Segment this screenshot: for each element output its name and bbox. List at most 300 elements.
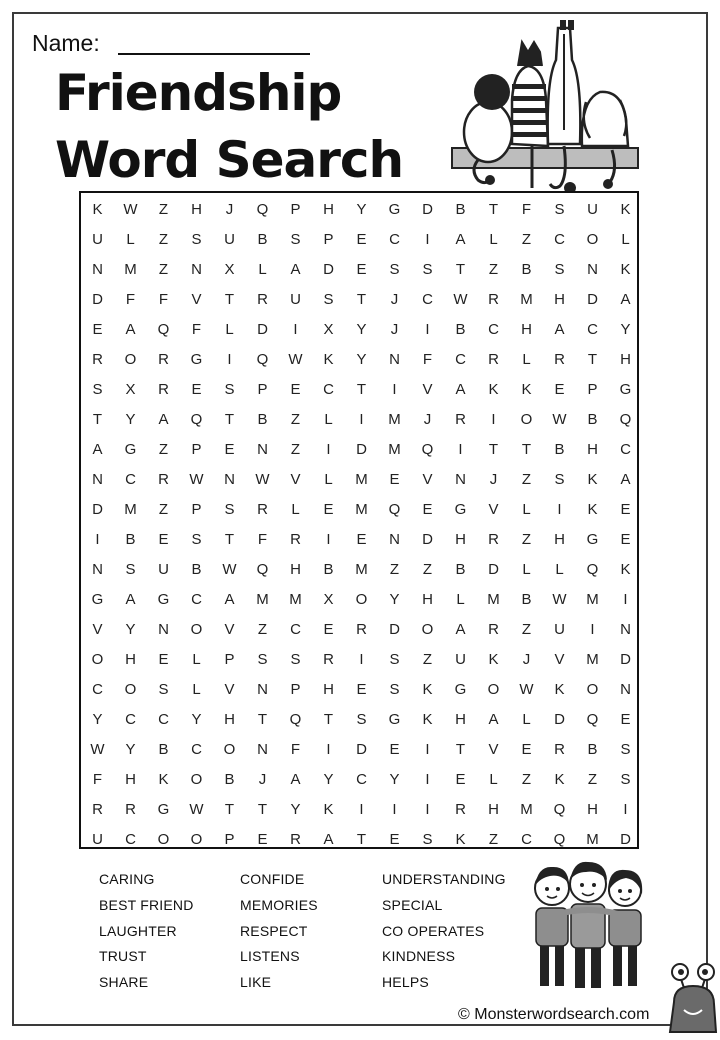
grid-letter[interactable]: G xyxy=(91,591,104,608)
grid-letter[interactable]: O xyxy=(124,681,137,698)
grid-letter[interactable]: S xyxy=(389,681,400,698)
grid-letter[interactable]: F xyxy=(257,531,268,548)
grid-letter[interactable]: I xyxy=(623,801,628,818)
grid-letter[interactable]: K xyxy=(92,201,103,218)
grid-letter[interactable]: Q xyxy=(553,831,566,848)
grid-letter[interactable]: Q xyxy=(619,411,632,428)
grid-letter[interactable]: Z xyxy=(521,621,532,638)
grid-letter[interactable]: O xyxy=(190,621,203,638)
grid-letter[interactable]: E xyxy=(620,531,631,548)
grid-letter[interactable]: S xyxy=(422,831,433,848)
grid-letter[interactable]: C xyxy=(422,291,433,308)
grid-letter[interactable]: Q xyxy=(586,711,599,728)
grid-letter[interactable]: B xyxy=(125,531,136,548)
grid-letter[interactable]: S xyxy=(554,261,565,278)
grid-letter[interactable]: M xyxy=(586,591,599,608)
grid-letter[interactable]: K xyxy=(554,771,565,788)
grid-letter[interactable]: T xyxy=(92,411,103,428)
grid-letter[interactable]: D xyxy=(422,201,433,218)
grid-letter[interactable]: K xyxy=(620,561,631,578)
grid-letter[interactable]: K xyxy=(455,831,466,848)
grid-letter[interactable]: R xyxy=(290,531,301,548)
grid-letter[interactable]: C xyxy=(389,231,400,248)
grid-letter[interactable]: H xyxy=(455,531,466,548)
grid-letter[interactable]: O xyxy=(586,231,599,248)
grid-letter[interactable]: P xyxy=(224,651,235,668)
grid-letter[interactable]: Z xyxy=(158,261,169,278)
grid-letter[interactable]: S xyxy=(356,711,367,728)
grid-letter[interactable]: I xyxy=(425,231,430,248)
grid-letter[interactable]: A xyxy=(620,471,631,488)
grid-letter[interactable]: N xyxy=(257,741,268,758)
grid-letter[interactable]: M xyxy=(355,501,368,518)
grid-letter[interactable]: O xyxy=(124,351,137,368)
grid-letter[interactable]: M xyxy=(388,411,401,428)
grid-letter[interactable]: U xyxy=(290,291,301,308)
grid-letter[interactable]: O xyxy=(190,831,203,848)
grid-letter[interactable]: K xyxy=(587,501,598,518)
grid-letter[interactable]: S xyxy=(290,231,301,248)
grid-letter[interactable]: K xyxy=(554,681,565,698)
grid-letter[interactable]: N xyxy=(389,351,400,368)
grid-letter[interactable]: M xyxy=(124,501,137,518)
grid-letter[interactable]: E xyxy=(356,231,367,248)
grid-letter[interactable]: N xyxy=(389,531,400,548)
grid-letter[interactable]: G xyxy=(157,801,170,818)
grid-letter[interactable]: A xyxy=(125,591,136,608)
grid-letter[interactable]: H xyxy=(323,201,334,218)
grid-letter[interactable]: M xyxy=(520,291,533,308)
grid-letter[interactable]: H xyxy=(488,801,499,818)
grid-letter[interactable]: E xyxy=(356,681,367,698)
grid-letter[interactable]: E xyxy=(455,771,466,788)
grid-letter[interactable]: Z xyxy=(158,201,169,218)
grid-letter[interactable]: S xyxy=(125,561,136,578)
grid-letter[interactable]: M xyxy=(289,591,302,608)
grid-letter[interactable]: H xyxy=(587,441,598,458)
grid-letter[interactable]: T xyxy=(521,441,532,458)
grid-letter[interactable]: R xyxy=(488,531,499,548)
grid-letter[interactable]: N xyxy=(257,681,268,698)
grid-letter[interactable]: F xyxy=(422,351,433,368)
grid-letter[interactable]: C xyxy=(521,831,532,848)
grid-letter[interactable]: R xyxy=(488,351,499,368)
grid-letter[interactable]: B xyxy=(455,201,466,218)
grid-letter[interactable]: U xyxy=(587,201,598,218)
grid-letter[interactable]: S xyxy=(389,651,400,668)
grid-letter[interactable]: D xyxy=(389,621,400,638)
grid-letter[interactable]: B xyxy=(587,741,598,758)
grid-letter[interactable]: T xyxy=(323,711,334,728)
grid-letter[interactable]: I xyxy=(227,351,232,368)
grid-letter[interactable]: O xyxy=(190,771,203,788)
grid-letter[interactable]: S xyxy=(92,381,103,398)
grid-letter[interactable]: H xyxy=(191,201,202,218)
grid-letter[interactable]: Z xyxy=(422,561,433,578)
grid-letter[interactable]: E xyxy=(257,831,268,848)
grid-letter[interactable]: T xyxy=(224,801,235,818)
grid-letter[interactable]: C xyxy=(455,351,466,368)
grid-letter[interactable]: F xyxy=(290,741,301,758)
grid-letter[interactable]: L xyxy=(489,771,498,788)
grid-letter[interactable]: E xyxy=(620,711,631,728)
grid-letter[interactable]: E xyxy=(158,531,169,548)
grid-letter[interactable]: R xyxy=(356,621,367,638)
grid-letter[interactable]: R xyxy=(488,291,499,308)
grid-letter[interactable]: C xyxy=(191,741,202,758)
grid-letter[interactable]: H xyxy=(224,711,235,728)
grid-letter[interactable]: L xyxy=(225,321,234,338)
grid-letter[interactable]: I xyxy=(557,501,562,518)
grid-letter[interactable]: S xyxy=(554,201,565,218)
grid-letter[interactable]: T xyxy=(356,381,367,398)
grid-letter[interactable]: Q xyxy=(553,801,566,818)
grid-letter[interactable]: M xyxy=(586,651,599,668)
grid-letter[interactable]: Z xyxy=(587,771,598,788)
grid-letter[interactable]: I xyxy=(326,531,331,548)
grid-letter[interactable]: Q xyxy=(157,321,170,338)
grid-letter[interactable]: Y xyxy=(125,741,136,758)
grid-letter[interactable]: R xyxy=(554,741,565,758)
grid-letter[interactable]: A xyxy=(554,321,565,338)
grid-letter[interactable]: A xyxy=(488,711,499,728)
grid-letter[interactable]: J xyxy=(489,471,498,488)
name-field-line[interactable] xyxy=(118,53,310,55)
grid-letter[interactable]: Z xyxy=(422,651,433,668)
grid-letter[interactable]: N xyxy=(620,681,631,698)
grid-letter[interactable]: N xyxy=(224,471,235,488)
grid-letter[interactable]: O xyxy=(91,651,104,668)
grid-letter[interactable]: O xyxy=(520,411,533,428)
grid-letter[interactable]: E xyxy=(422,501,433,518)
grid-letter[interactable]: W xyxy=(453,291,468,308)
grid-letter[interactable]: L xyxy=(324,471,333,488)
grid-letter[interactable]: K xyxy=(488,381,499,398)
grid-letter[interactable]: S xyxy=(389,261,400,278)
grid-letter[interactable]: P xyxy=(257,381,268,398)
grid-letter[interactable]: T xyxy=(257,801,268,818)
grid-letter[interactable]: I xyxy=(425,321,430,338)
grid-letter[interactable]: S xyxy=(257,651,268,668)
grid-letter[interactable]: N xyxy=(92,471,103,488)
grid-letter[interactable]: Y xyxy=(356,351,367,368)
grid-letter[interactable]: I xyxy=(392,381,397,398)
grid-letter[interactable]: G xyxy=(388,711,401,728)
grid-letter[interactable]: S xyxy=(224,501,235,518)
grid-letter[interactable]: T xyxy=(455,261,466,278)
grid-letter[interactable]: M xyxy=(355,561,368,578)
grid-letter[interactable]: R xyxy=(92,801,103,818)
grid-letter[interactable]: Z xyxy=(389,561,400,578)
grid-letter[interactable]: D xyxy=(620,831,631,848)
grid-letter[interactable]: Q xyxy=(388,501,401,518)
grid-letter[interactable]: Z xyxy=(488,831,499,848)
grid-letter[interactable]: B xyxy=(521,261,532,278)
grid-letter[interactable]: U xyxy=(92,831,103,848)
grid-letter[interactable]: A xyxy=(224,591,235,608)
grid-letter[interactable]: N xyxy=(257,441,268,458)
grid-letter[interactable]: L xyxy=(324,411,333,428)
grid-letter[interactable]: N xyxy=(191,261,202,278)
grid-letter[interactable]: C xyxy=(125,711,136,728)
grid-letter[interactable]: T xyxy=(224,531,235,548)
grid-letter[interactable]: L xyxy=(522,561,531,578)
grid-letter[interactable]: B xyxy=(224,771,235,788)
grid-letter[interactable]: C xyxy=(290,621,301,638)
grid-letter[interactable]: Q xyxy=(421,441,434,458)
grid-letter[interactable]: G xyxy=(190,351,203,368)
grid-letter[interactable]: M xyxy=(487,591,500,608)
grid-letter[interactable]: A xyxy=(158,411,169,428)
grid-letter[interactable]: D xyxy=(488,561,499,578)
grid-letter[interactable]: S xyxy=(323,291,334,308)
grid-letter[interactable]: S xyxy=(554,471,565,488)
grid-letter[interactable]: R xyxy=(92,351,103,368)
grid-letter[interactable]: V xyxy=(290,471,301,488)
grid-letter[interactable]: C xyxy=(356,771,367,788)
grid-letter[interactable]: V xyxy=(224,681,235,698)
grid-letter[interactable]: L xyxy=(126,231,135,248)
grid-letter[interactable]: Z xyxy=(521,531,532,548)
grid-letter[interactable]: C xyxy=(554,231,565,248)
grid-letter[interactable]: P xyxy=(224,831,235,848)
grid-letter[interactable]: E xyxy=(356,531,367,548)
grid-letter[interactable]: K xyxy=(422,681,433,698)
grid-letter[interactable]: M xyxy=(388,441,401,458)
grid-letter[interactable]: P xyxy=(290,681,301,698)
grid-letter[interactable]: H xyxy=(125,651,136,668)
grid-letter[interactable]: S xyxy=(158,681,169,698)
grid-letter[interactable]: S xyxy=(191,531,202,548)
grid-letter[interactable]: W xyxy=(123,201,138,218)
grid-letter[interactable]: M xyxy=(124,261,137,278)
grid-letter[interactable]: A xyxy=(455,231,466,248)
grid-letter[interactable]: R xyxy=(257,501,268,518)
grid-letter[interactable]: K xyxy=(620,201,631,218)
grid-letter[interactable]: H xyxy=(422,591,433,608)
grid-letter[interactable]: X xyxy=(323,321,334,338)
grid-letter[interactable]: A xyxy=(455,381,466,398)
grid-letter[interactable]: D xyxy=(356,741,367,758)
grid-letter[interactable]: H xyxy=(125,771,136,788)
grid-letter[interactable]: I xyxy=(326,441,331,458)
grid-letter[interactable]: S xyxy=(290,651,301,668)
grid-letter[interactable]: D xyxy=(422,531,433,548)
grid-letter[interactable]: D xyxy=(620,651,631,668)
grid-letter[interactable]: V xyxy=(224,621,235,638)
grid-letter[interactable]: P xyxy=(290,201,301,218)
grid-letter[interactable]: W xyxy=(222,561,237,578)
grid-letter[interactable]: B xyxy=(257,231,268,248)
grid-letter[interactable]: R xyxy=(158,381,169,398)
grid-letter[interactable]: G xyxy=(454,501,467,518)
grid-letter[interactable]: L xyxy=(291,501,300,518)
grid-letter[interactable]: B xyxy=(521,591,532,608)
grid-letter[interactable]: J xyxy=(390,321,399,338)
grid-letter[interactable]: E xyxy=(554,381,565,398)
grid-letter[interactable]: J xyxy=(522,651,531,668)
grid-letter[interactable]: C xyxy=(158,711,169,728)
grid-letter[interactable]: Y xyxy=(389,591,400,608)
grid-letter[interactable]: L xyxy=(555,561,564,578)
grid-letter[interactable]: M xyxy=(256,591,269,608)
grid-letter[interactable]: Z xyxy=(257,621,268,638)
grid-letter[interactable]: C xyxy=(620,441,631,458)
grid-letter[interactable]: N xyxy=(158,621,169,638)
grid-letter[interactable]: H xyxy=(554,291,565,308)
grid-letter[interactable]: V xyxy=(488,501,499,518)
grid-letter[interactable]: Q xyxy=(256,351,269,368)
grid-letter[interactable]: O xyxy=(421,621,434,638)
grid-letter[interactable]: U xyxy=(92,231,103,248)
grid-letter[interactable]: O xyxy=(487,681,500,698)
grid-letter[interactable]: L xyxy=(192,681,201,698)
grid-letter[interactable]: R xyxy=(290,831,301,848)
grid-letter[interactable]: R xyxy=(323,651,334,668)
grid-letter[interactable]: K xyxy=(620,261,631,278)
grid-letter[interactable]: B xyxy=(158,741,169,758)
grid-letter[interactable]: Z xyxy=(488,261,499,278)
grid-letter[interactable]: Q xyxy=(289,711,302,728)
grid-letter[interactable]: Y xyxy=(125,411,136,428)
grid-letter[interactable]: J xyxy=(258,771,267,788)
grid-letter[interactable]: E xyxy=(92,321,103,338)
grid-letter[interactable]: N xyxy=(587,261,598,278)
grid-letter[interactable]: W xyxy=(552,591,567,608)
grid-letter[interactable]: H xyxy=(323,681,334,698)
grid-letter[interactable]: J xyxy=(423,411,432,428)
grid-letter[interactable]: X xyxy=(224,261,235,278)
grid-letter[interactable]: I xyxy=(425,771,430,788)
grid-letter[interactable]: I xyxy=(359,411,364,428)
grid-letter[interactable]: S xyxy=(422,261,433,278)
grid-letter[interactable]: C xyxy=(488,321,499,338)
grid-letter[interactable]: T xyxy=(488,441,499,458)
grid-letter[interactable]: Y xyxy=(191,711,202,728)
grid-letter[interactable]: W xyxy=(519,681,534,698)
grid-letter[interactable]: Q xyxy=(586,561,599,578)
grid-letter[interactable]: B xyxy=(455,321,466,338)
grid-letter[interactable]: E xyxy=(620,501,631,518)
grid-letter[interactable]: G xyxy=(454,681,467,698)
grid-letter[interactable]: S xyxy=(191,231,202,248)
grid-letter[interactable]: K xyxy=(587,471,598,488)
grid-letter[interactable]: A xyxy=(455,621,466,638)
grid-letter[interactable]: L xyxy=(621,231,630,248)
grid-letter[interactable]: L xyxy=(489,231,498,248)
grid-letter[interactable]: Y xyxy=(389,771,400,788)
grid-letter[interactable]: Z xyxy=(290,411,301,428)
grid-letter[interactable]: Y xyxy=(620,321,631,338)
grid-letter[interactable]: J xyxy=(390,291,399,308)
grid-letter[interactable]: W xyxy=(189,801,204,818)
grid-letter[interactable]: Q xyxy=(256,201,269,218)
grid-letter[interactable]: E xyxy=(224,441,235,458)
grid-letter[interactable]: A xyxy=(92,441,103,458)
grid-letter[interactable]: Z xyxy=(521,231,532,248)
grid-letter[interactable]: E xyxy=(356,261,367,278)
grid-letter[interactable]: F xyxy=(191,321,202,338)
grid-letter[interactable]: Y xyxy=(92,711,103,728)
grid-letter[interactable]: W xyxy=(90,741,105,758)
grid-letter[interactable]: C xyxy=(92,681,103,698)
grid-letter[interactable]: O xyxy=(586,681,599,698)
grid-letter[interactable]: L xyxy=(522,711,531,728)
grid-letter[interactable]: H xyxy=(521,321,532,338)
grid-letter[interactable]: E xyxy=(389,741,400,758)
grid-letter[interactable]: R xyxy=(158,471,169,488)
grid-letter[interactable]: I xyxy=(359,651,364,668)
grid-letter[interactable]: K xyxy=(158,771,169,788)
grid-letter[interactable]: C xyxy=(587,321,598,338)
grid-letter[interactable]: Y xyxy=(356,321,367,338)
grid-letter[interactable]: G xyxy=(619,381,632,398)
grid-letter[interactable]: A xyxy=(323,831,334,848)
grid-letter[interactable]: M xyxy=(520,801,533,818)
grid-letter[interactable]: P xyxy=(191,501,202,518)
grid-letter[interactable]: B xyxy=(257,411,268,428)
grid-letter[interactable]: C xyxy=(125,831,136,848)
grid-letter[interactable]: I xyxy=(392,801,397,818)
grid-letter[interactable]: I xyxy=(95,531,100,548)
grid-letter[interactable]: G xyxy=(586,531,599,548)
grid-letter[interactable]: Y xyxy=(290,801,301,818)
grid-letter[interactable]: T xyxy=(257,711,268,728)
grid-letter[interactable]: I xyxy=(326,741,331,758)
grid-letter[interactable]: L xyxy=(192,651,201,668)
grid-letter[interactable]: U xyxy=(554,621,565,638)
grid-letter[interactable]: T xyxy=(488,201,499,218)
grid-letter[interactable]: A xyxy=(620,291,631,308)
grid-letter[interactable]: W xyxy=(189,471,204,488)
grid-letter[interactable]: H xyxy=(290,561,301,578)
grid-letter[interactable]: Z xyxy=(158,441,169,458)
grid-letter[interactable]: M xyxy=(586,831,599,848)
grid-letter[interactable]: E xyxy=(323,501,334,518)
grid-letter[interactable]: G xyxy=(124,441,137,458)
grid-letter[interactable]: I xyxy=(359,801,364,818)
grid-letter[interactable]: H xyxy=(587,801,598,818)
grid-letter[interactable]: D xyxy=(323,261,334,278)
grid-letter[interactable]: L xyxy=(522,351,531,368)
grid-letter[interactable]: T xyxy=(356,831,367,848)
grid-letter[interactable]: G xyxy=(157,591,170,608)
grid-letter[interactable]: U xyxy=(158,561,169,578)
grid-letter[interactable]: X xyxy=(125,381,136,398)
grid-letter[interactable]: K xyxy=(323,351,334,368)
grid-letter[interactable]: X xyxy=(323,591,334,608)
grid-letter[interactable]: N xyxy=(620,621,631,638)
grid-letter[interactable]: R xyxy=(158,351,169,368)
grid-letter[interactable]: C xyxy=(191,591,202,608)
grid-letter[interactable]: W xyxy=(255,471,270,488)
grid-letter[interactable]: D xyxy=(587,291,598,308)
grid-letter[interactable]: E xyxy=(389,831,400,848)
grid-letter[interactable]: O xyxy=(355,591,368,608)
grid-letter[interactable]: R xyxy=(488,621,499,638)
grid-letter[interactable]: T xyxy=(455,741,466,758)
grid-letter[interactable]: V xyxy=(554,651,565,668)
grid-letter[interactable]: C xyxy=(125,471,136,488)
grid-letter[interactable]: B xyxy=(455,561,466,578)
grid-letter[interactable]: J xyxy=(225,201,234,218)
grid-letter[interactable]: R xyxy=(455,411,466,428)
grid-letter[interactable]: K xyxy=(521,381,532,398)
grid-letter[interactable]: Z xyxy=(521,471,532,488)
grid-letter[interactable]: D xyxy=(554,711,565,728)
grid-letter[interactable]: N xyxy=(92,561,103,578)
grid-letter[interactable]: H xyxy=(620,351,631,368)
